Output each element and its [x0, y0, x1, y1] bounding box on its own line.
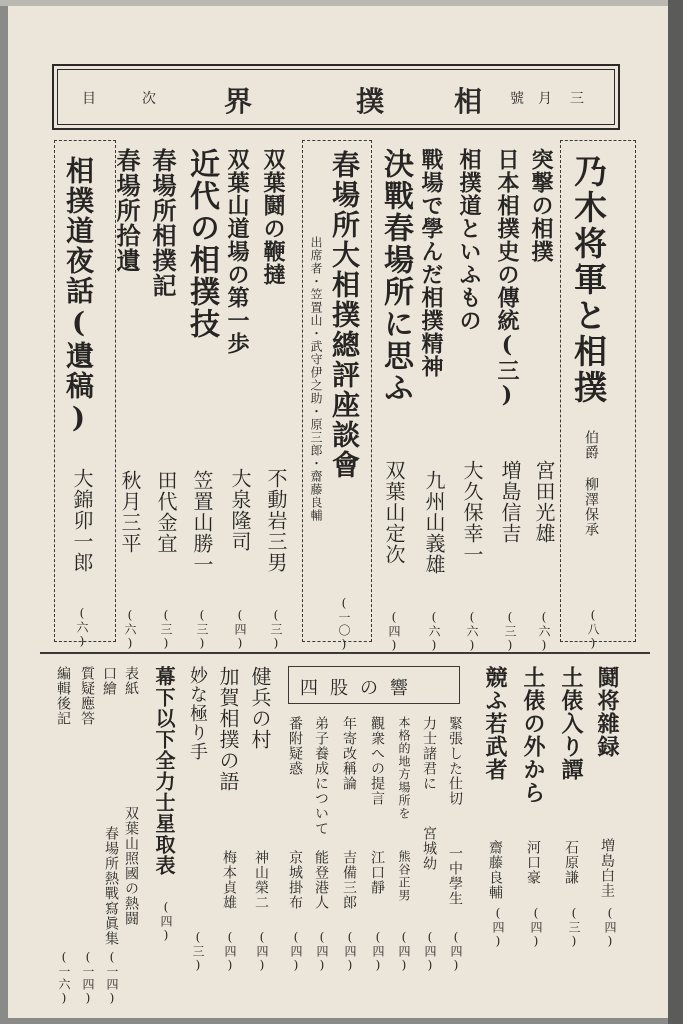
- masthead-char-1: 相: [454, 85, 483, 118]
- toc-item-title: 加賀相撲の語: [216, 666, 240, 792]
- toc-item-page: (四): [159, 900, 173, 943]
- toc-item-title: 乃木将軍と相撲: [569, 154, 608, 406]
- toc-item-page: (三): [269, 608, 283, 651]
- toc-item-title: 相撲道といふもの: [456, 148, 482, 332]
- toc-item-author: 出席者・笠置山・武守伊之助・原三郎・齋藤良輔: [309, 236, 323, 522]
- toc-item-page: (四): [343, 930, 357, 973]
- toc-item-title: 突撃の相撲: [528, 148, 554, 263]
- toc-item-page: (四): [491, 906, 505, 949]
- toc-item-page: (六): [75, 606, 89, 649]
- toc-item-page: (六): [465, 610, 479, 653]
- toc-item-author: 双葉山照國の熱闘: [123, 806, 139, 926]
- toc-item-title: 觀衆への提言: [369, 716, 385, 806]
- toc-item-author: 増島白圭: [599, 838, 615, 898]
- contents-label-0: 目: [82, 91, 96, 107]
- toc-item-page: (一六): [57, 950, 71, 1006]
- toc-item-author: 河口豪: [525, 840, 541, 885]
- toc-item-author: 石原謙: [563, 840, 579, 885]
- toc-item-title: 弟子養成について: [313, 716, 329, 836]
- toc-item-author: 梅本貞雄: [221, 850, 237, 910]
- toc-item-title: 春場所大相撲總評座談會: [328, 150, 361, 480]
- toc-item-title: 力士諸君に: [421, 716, 437, 791]
- toc-item-page: (三): [159, 608, 173, 651]
- toc-item-title: 番附疑惑: [287, 716, 303, 776]
- toc-item-page: (四): [603, 906, 617, 949]
- toc-item-author: 齋藤良輔: [487, 840, 503, 900]
- toc-item-page: (四): [371, 930, 385, 973]
- toc-item-author: 九州山義雄: [422, 470, 446, 575]
- toc-item-page: (四): [529, 906, 543, 949]
- section-divider: [40, 652, 650, 654]
- toc-item-title: 近代の相撲技: [184, 148, 219, 340]
- toc-item-page: (六): [427, 610, 441, 653]
- toc-item-title: 土俵の外から: [520, 666, 546, 804]
- toc-item-title: 本格的地方場所を: [397, 716, 411, 820]
- issue-char-3: 號: [510, 91, 524, 107]
- toc-item-title: 双葉山道場の第一歩: [224, 148, 250, 355]
- toc-item-author: 大錦卯一郎: [70, 468, 94, 573]
- scan-right-edge: [668, 0, 683, 1024]
- toc-item-title: 双葉鬪の鞭撻: [260, 148, 286, 286]
- toc-item-page: (六): [537, 610, 551, 653]
- toc-item-title: 春場所拾遺: [112, 148, 141, 273]
- toc-item-page: (一〇): [337, 596, 351, 652]
- issue-char-1: 三: [570, 91, 584, 107]
- toc-item-author: 大久保幸一: [460, 460, 484, 565]
- toc-item-page: (四): [387, 610, 401, 653]
- toc-item-title: 緊張した仕切: [447, 716, 463, 806]
- toc-item-page: (三): [567, 906, 581, 949]
- toc-item-author: 大泉隆司: [228, 468, 252, 552]
- toc-item-page: (四): [223, 930, 237, 973]
- toc-item-author: 秋月三平: [118, 470, 142, 554]
- toc-item-title: 日本相撲史の傳統(三): [494, 148, 520, 409]
- toc-item-page: (三): [191, 930, 205, 973]
- toc-item-title: 妙な極り手: [187, 666, 208, 761]
- toc-item-title: 幕下以下全力士星取表: [152, 666, 176, 876]
- toc-item-author: 宮田光雄: [532, 460, 556, 544]
- toc-item-title: 口繪: [101, 666, 117, 696]
- toc-item-title: 表紙: [123, 666, 139, 696]
- masthead-char-2: 撲: [356, 85, 385, 118]
- toc-item-author: 江口靜: [369, 850, 385, 895]
- toc-item-author: 双葉山定次: [382, 460, 406, 565]
- toc-item-author: 増島信吉: [498, 460, 522, 544]
- toc-item-title: 決戰春場所に思ふ: [378, 148, 413, 404]
- toc-item-title: 質疑應答: [79, 666, 95, 726]
- issue-char-2: 月: [538, 91, 552, 107]
- toc-item-title: 戰場で學んだ相撲精神: [418, 148, 444, 378]
- toc-item-page: (一四): [105, 950, 119, 1006]
- toc-item-page: (四): [315, 930, 329, 973]
- toc-item-page: (四): [233, 608, 247, 651]
- toc-item-author: 吉備三郎: [341, 850, 357, 910]
- toc-item-author: 能登港人: [313, 850, 329, 910]
- toc-item-title: 編輯後記: [55, 666, 71, 726]
- toc-item-page: (三): [195, 608, 209, 651]
- toc-item-author: 不動岩三男: [264, 468, 288, 573]
- toc-item-author: 京城掛布: [287, 850, 303, 910]
- toc-item-author: 一中學生: [447, 846, 463, 906]
- toc-item-page: (四): [397, 930, 411, 973]
- toc-item-page: (一四): [81, 950, 95, 1006]
- toc-item-title: 年寄改稱論: [341, 716, 357, 791]
- toc-item-page: (四): [423, 930, 437, 973]
- masthead-char-3: 界: [224, 85, 253, 118]
- toc-item-author: 田代金宜: [154, 470, 178, 554]
- toc-item-title: 鬪将雜録: [594, 666, 620, 758]
- toc-item-author: 宮城幼: [421, 826, 437, 871]
- toc-item-author: 神山榮二: [253, 850, 269, 910]
- contents-label-1: 次: [142, 91, 156, 107]
- toc-item-page: (六): [123, 608, 137, 651]
- toc-item-page: (八): [586, 608, 600, 651]
- toc-item-title: 土俵入り譚: [558, 666, 584, 781]
- toc-item-title: 春場所相撲記: [148, 148, 177, 298]
- toc-item-title: 健兵の村: [248, 666, 272, 750]
- toc-item-author: 伯爵 柳澤保承: [583, 430, 599, 537]
- toc-item-author: 春場所熱戰寫眞集: [103, 826, 119, 946]
- masthead-box: [52, 64, 620, 130]
- toc-item-author: 熊谷正男: [397, 850, 411, 902]
- toc-item-title: 相撲道夜話(遺稿): [62, 156, 95, 436]
- toc-item-page: (四): [449, 930, 463, 973]
- toc-item-author: 笠置山勝一: [190, 470, 214, 575]
- toc-item-page: (三): [503, 610, 517, 653]
- shiko-title: 四股の響: [300, 678, 420, 699]
- toc-item-page: (四): [289, 930, 303, 973]
- toc-item-title: 競ふ若武者: [482, 666, 508, 781]
- toc-item-page: (四): [255, 930, 269, 973]
